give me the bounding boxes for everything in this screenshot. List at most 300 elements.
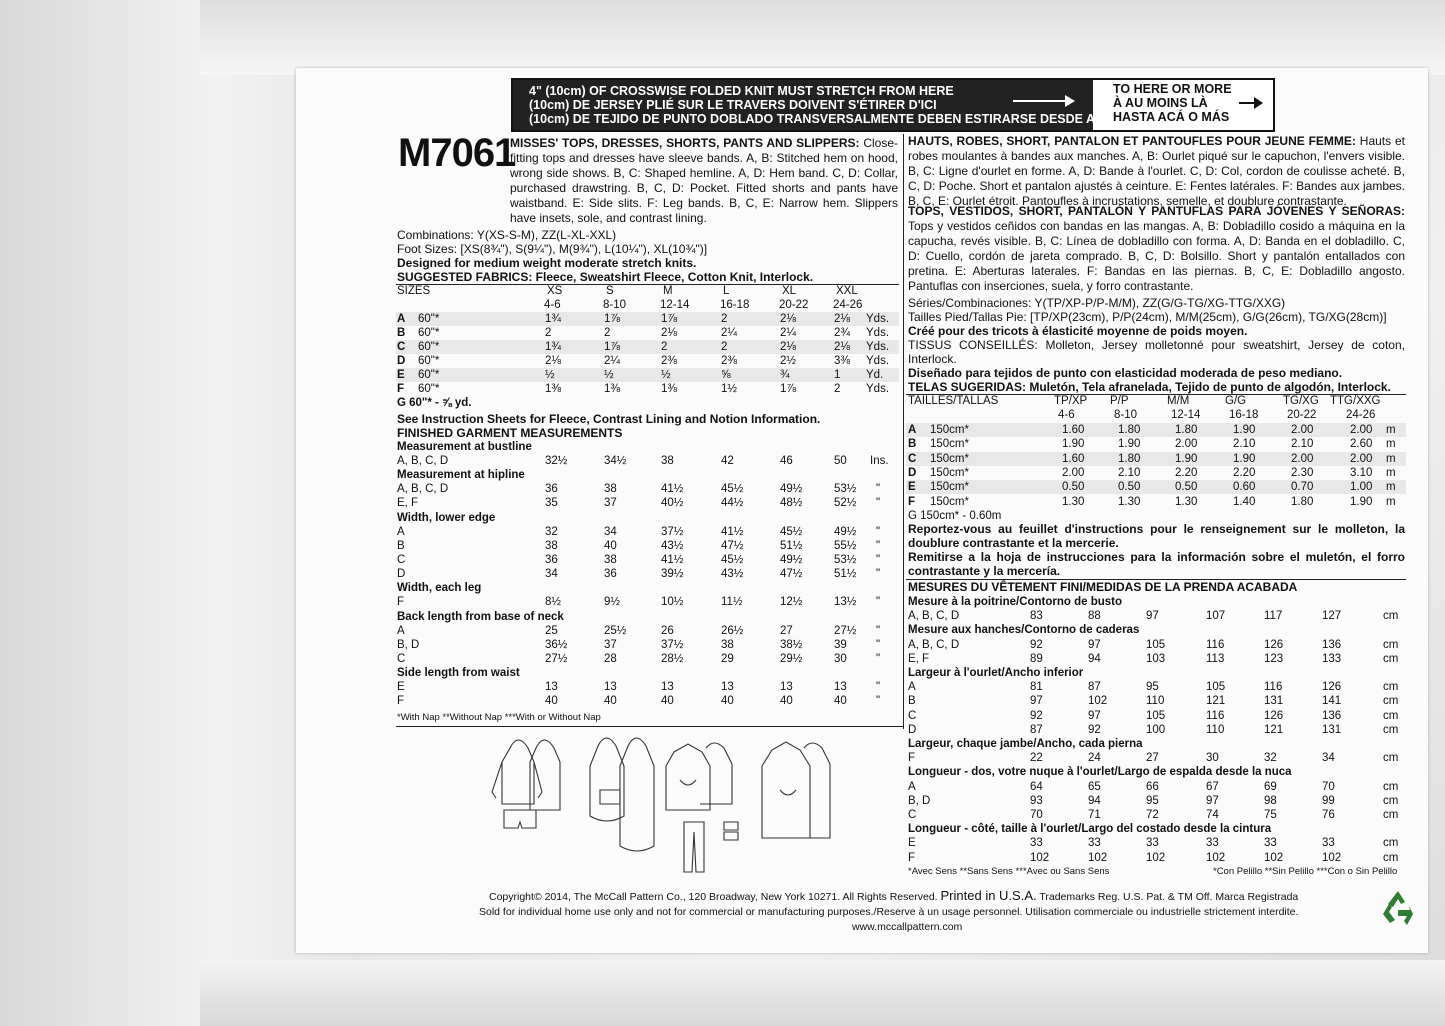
measurement-value: 53½ <box>834 483 857 496</box>
yardage-row <box>396 382 899 396</box>
measurement-value: 72 <box>1146 809 1159 821</box>
metrage-value: 1.30 <box>1118 495 1141 508</box>
unit: Yds. <box>866 383 890 395</box>
yardage-value: 2 <box>721 341 728 353</box>
view-letter: A <box>397 313 406 325</box>
view-letter: A <box>908 424 917 436</box>
size-number: 16-18 <box>720 299 750 311</box>
size-number: 8-10 <box>1114 409 1138 421</box>
measurement-value: 13 <box>780 681 793 694</box>
metrage-value: 1.30 <box>1062 495 1085 508</box>
view-letters: E <box>908 837 916 850</box>
view-letters: C <box>908 809 917 821</box>
fabric-width: 150cm* <box>930 495 969 508</box>
size-number: 20-22 <box>779 299 809 311</box>
measurement-value: 32½ <box>545 455 568 467</box>
measurement-value: 97 <box>1088 709 1101 722</box>
view-letters: E, F <box>908 652 930 665</box>
metrage-value: 1.90 <box>1062 438 1085 451</box>
measurement-value: 76 <box>1322 809 1335 821</box>
yardage-row <box>396 326 899 340</box>
unit: cm <box>1383 709 1399 722</box>
metrage-value: 2.60 <box>1350 438 1373 451</box>
measurement-value: 102 <box>1146 851 1166 864</box>
measurement-value: 40 <box>604 539 617 552</box>
size-number: 16-18 <box>1229 409 1259 421</box>
measurement-value: 102 <box>1264 851 1284 864</box>
view-letter: B <box>908 438 917 451</box>
view-letters: B, D <box>397 638 420 651</box>
suggested-fabrics: SUGGESTED FABRICS: Fleece, Sweatshirt Fleece, Cotton Knit, Interlock. <box>397 270 814 284</box>
unit: " <box>876 497 881 510</box>
measurement-value: 12½ <box>780 596 803 609</box>
measurement-value: 49½ <box>780 483 803 496</box>
measurement-value: 32 <box>1264 752 1277 765</box>
measurement-value: 121 <box>1264 723 1284 736</box>
tailles-label: TAILLES/TALLAS <box>908 395 999 407</box>
view-d-drawing <box>762 742 830 838</box>
yardage-value: 2 <box>545 327 552 339</box>
measurement-value: 110 <box>1146 695 1165 708</box>
unit: cm <box>1383 794 1399 807</box>
size-name: XS <box>547 285 563 297</box>
yardage-value: 1⅜ <box>604 383 620 395</box>
yardage-row <box>396 340 899 354</box>
unit: " <box>876 653 881 665</box>
measurement-value: 40 <box>780 695 793 708</box>
view-g-metrage: G 150cm* - 0.60m <box>908 510 1002 522</box>
measurement-value: 113 <box>1206 652 1225 665</box>
measurement-value: 38 <box>661 455 674 467</box>
measurement-value: 28½ <box>661 653 684 665</box>
measurement-value: 97 <box>1146 610 1159 623</box>
size-name: TP/XP <box>1054 395 1088 407</box>
view-letters: F <box>908 752 916 765</box>
fabric-width: 60"* <box>418 341 440 353</box>
measurement-value: 43½ <box>661 539 684 552</box>
measurement-heading-text: Longueur - dos, votre nuque à l'ourlet/Largo de espalda desde la nuca <box>908 766 1292 779</box>
measurement-heading-text: Side length from waist <box>397 667 520 680</box>
measurement-value: 9½ <box>604 596 620 609</box>
stretch-gauge-text <box>513 80 1114 130</box>
size-name: S <box>606 285 614 297</box>
unit: cm <box>1383 851 1399 864</box>
metrage-value: 1.30 <box>1175 495 1198 508</box>
recycle-icon <box>1378 888 1418 928</box>
yardage-value: 2⅛ <box>834 313 850 325</box>
yardage-value: 2⅜ <box>721 355 737 367</box>
yardage-value: ½ <box>604 369 614 381</box>
yardage-value: 1⅞ <box>780 383 796 395</box>
divider <box>396 284 899 285</box>
copyright <box>489 889 1298 904</box>
metrage-value: 1.90 <box>1350 495 1373 508</box>
measurement-value: 28 <box>604 653 617 665</box>
fabric-width: 150cm* <box>930 466 969 479</box>
measurement-value: 48½ <box>780 497 803 510</box>
garment-line-drawings <box>488 730 888 875</box>
measurement-value: 50 <box>834 455 847 467</box>
measurement-value: 40½ <box>661 497 684 510</box>
measurement-value: 34½ <box>604 455 627 467</box>
measurement-value: 34 <box>1322 752 1335 765</box>
measurement-value: 41½ <box>661 483 684 496</box>
measurement-value: 70 <box>1322 780 1335 793</box>
measurement-value: 29 <box>721 653 734 665</box>
measurement-value: 102 <box>1088 851 1108 864</box>
measurement-value: 13½ <box>834 596 857 609</box>
measurement-value: 105 <box>1146 638 1166 651</box>
unit: " <box>876 695 881 708</box>
unit: cm <box>1383 752 1399 765</box>
measurement-value: 43½ <box>721 568 744 581</box>
metrage-value: 2.00 <box>1291 424 1314 436</box>
measurement-value: 38 <box>604 483 617 496</box>
measurement-value: 36 <box>545 554 558 566</box>
fabric-width: 150cm* <box>930 452 969 465</box>
stretch-line-es: (10cm) DE TEJIDO DE PUNTO DOBLADO TRANSVERSALMENTE DEBEN ESTIRARSE DESDE ACÁ <box>529 112 1114 126</box>
measurement-value: 64 <box>1030 780 1043 793</box>
measurement-heading-text: Longueur - côté, taille à l'ourlet/Largo del costado desde la cintura <box>908 823 1272 836</box>
metrage-value: 1.00 <box>1350 481 1373 494</box>
measurement-value: 127 <box>1322 610 1342 623</box>
measurement-value: 131 <box>1322 723 1342 736</box>
see-instruction-sheets: See Instruction Sheets for Fleece, Contrast Lining and Notion Information. <box>397 412 821 426</box>
size-number: 4-6 <box>544 299 561 311</box>
stretch-to-en: TO HERE OR MORE <box>1113 82 1232 96</box>
metrage-value: 1.90 <box>1233 452 1256 465</box>
metrage-value: 0.50 <box>1118 481 1141 494</box>
view-letter: D <box>397 355 406 367</box>
description-en <box>510 136 898 226</box>
metrage-value: 2.00 <box>1062 466 1085 479</box>
measurement-value: 110 <box>1206 723 1225 736</box>
measurement-value: 46 <box>780 455 793 467</box>
view-letters: B <box>397 539 405 552</box>
measurement-value: 92 <box>1030 709 1043 722</box>
yardage-value: 1⅞ <box>604 313 620 325</box>
view-letter: E <box>908 481 916 494</box>
description-fr <box>908 134 1405 209</box>
size-number: 12-14 <box>1171 409 1201 421</box>
measurement-value: 29½ <box>780 653 803 665</box>
fabric-width: 150cm* <box>930 424 969 436</box>
yardage-value: 1½ <box>721 383 737 395</box>
measurement-heading-text: Back length from base of neck <box>397 610 564 623</box>
measurement-value: 37½ <box>661 525 684 538</box>
yardage-value: 2 <box>721 313 728 325</box>
measurement-value: 133 <box>1322 652 1342 665</box>
metrage-value: 0.50 <box>1175 481 1198 494</box>
yardage-value: ½ <box>661 369 671 381</box>
measurement-value: 38 <box>545 539 558 552</box>
metrage-row <box>906 437 1406 451</box>
view-letter: C <box>397 341 406 353</box>
view-letters: A <box>397 624 405 637</box>
measurement-heading-text: Mesure aux hanches/Contorno de caderas <box>908 624 1140 637</box>
yardage-value: 1⅞ <box>604 341 620 353</box>
unit: m <box>1386 481 1396 494</box>
yardage-value: 2⅛ <box>780 313 796 325</box>
measurement-value: 94 <box>1088 652 1101 665</box>
metrage-value: 2.00 <box>1291 452 1314 465</box>
size-name: M <box>663 285 673 297</box>
size-name: TG/XG <box>1283 395 1319 407</box>
unit: m <box>1386 452 1396 465</box>
measurement-value: 13 <box>545 681 558 694</box>
measurement-value: 88 <box>1088 610 1101 623</box>
finished-measurements-heading: FINISHED GARMENT MEASUREMENTS <box>397 426 623 440</box>
size-name: XL <box>782 285 797 297</box>
view-letters: A <box>908 780 916 793</box>
view-letters: A, B, C, D <box>397 483 449 496</box>
measurement-value: 102 <box>1030 851 1050 864</box>
measurement-value: 107 <box>1206 610 1226 623</box>
measurement-value: 40 <box>834 695 847 708</box>
measurement-value: 69 <box>1264 780 1277 793</box>
fabric-width: 60"* <box>418 383 440 395</box>
metrage-value: 2.00 <box>1350 424 1373 436</box>
yardage-row <box>396 354 899 368</box>
measurement-value: 36 <box>604 568 617 581</box>
fabric-width: 150cm* <box>930 438 969 451</box>
unit: cm <box>1383 723 1399 736</box>
measurement-value: 121 <box>1206 695 1226 708</box>
measurement-value: 51½ <box>834 568 857 581</box>
fabric-width: 60"* <box>418 369 440 381</box>
combinations: Combinations: Y(XS-S-M), ZZ(L-XL-XXL) <box>397 228 617 242</box>
nap-note-fr: *Avec Sens **Sans Sens ***Avec ou Sans Sens <box>908 866 1110 877</box>
view-c-d-drawing <box>666 743 738 872</box>
unit: cm <box>1383 681 1399 694</box>
yardage-value: 2¾ <box>834 327 850 339</box>
yardage-value: 2⅛ <box>545 355 561 367</box>
view-letters: F <box>397 596 405 609</box>
measurement-value: 13 <box>834 681 847 694</box>
measurement-value: 45½ <box>780 525 803 538</box>
measurement-value: 123 <box>1264 652 1284 665</box>
measurement-value: 36½ <box>545 638 568 651</box>
reportez-vous: Reportez-vous au feuillet d'instructions pour le renseignement sur le molleton, la doublure contrastante et la mercerie. <box>908 522 1405 550</box>
measurement-value: 105 <box>1206 681 1226 694</box>
measurement-value: 40 <box>545 695 558 708</box>
unit: " <box>876 554 881 566</box>
unit: cm <box>1383 695 1399 708</box>
measurement-value: 39 <box>834 638 847 651</box>
stretch-to-fr: À AU MOINS LÀ <box>1113 96 1208 110</box>
yardage-value: 3⅜ <box>834 355 850 367</box>
unit: Yds. <box>866 341 890 353</box>
unit: cm <box>1383 780 1399 793</box>
view-letters: F <box>397 695 405 708</box>
size-number: 20-22 <box>1287 409 1317 421</box>
size-number: 8-10 <box>603 299 627 311</box>
measurement-value: 30 <box>1206 752 1219 765</box>
unit: cm <box>1383 652 1399 665</box>
measurement-value: 92 <box>1030 638 1043 651</box>
view-letters: A, B, C, D <box>397 455 449 467</box>
view-letters: A, B, C, D <box>908 638 960 651</box>
measurement-value: 55½ <box>834 539 857 552</box>
view-letters: A <box>908 681 916 694</box>
yardage-value: 2⅛ <box>780 341 796 353</box>
trademarks: Trademarks Reg. U.S. Pat. & TM Off. Marca Registrada <box>1039 891 1299 903</box>
unit: " <box>876 596 881 609</box>
yardage-row <box>396 312 899 326</box>
yardage-value: 1⅜ <box>661 383 677 395</box>
metrage-value: 1.90 <box>1118 438 1141 451</box>
measurement-value: 8½ <box>545 596 561 609</box>
yardage-value: 2½ <box>780 355 796 367</box>
measurement-value: 75 <box>1264 809 1277 821</box>
metrage-value: 1.80 <box>1118 424 1141 436</box>
view-letters: A <box>397 525 405 538</box>
size-number: 24-26 <box>1346 409 1376 421</box>
measurement-heading-text: Largeur à l'ourlet/Ancho inferior <box>908 667 1084 679</box>
measurement-value: 105 <box>1146 709 1166 722</box>
metrage-value: 1.90 <box>1233 424 1256 436</box>
measurement-value: 92 <box>1088 723 1101 736</box>
description-en-title: MISSES' TOPS, DRESSES, SHORTS, PANTS AND SLIPPERS: <box>510 136 860 150</box>
measurement-value: 37 <box>604 638 617 651</box>
measurement-value: 44½ <box>721 497 744 510</box>
measurement-value: 13 <box>604 681 617 694</box>
yardage-value: ¾ <box>780 369 790 381</box>
yardage-value: 2 <box>834 383 841 395</box>
measurement-value: 102 <box>1206 851 1226 864</box>
measurement-heading-text: Largeur, chaque jambe/Ancho, cada pierna <box>908 738 1143 750</box>
unit: " <box>876 681 881 694</box>
metrage-value: 1.80 <box>1291 495 1314 508</box>
metrage-row <box>906 495 1406 509</box>
unit: " <box>876 638 881 651</box>
disenado-para: Diseñado para tejidos de punto con elasticidad moderada de peso mediano. <box>908 366 1343 380</box>
measurement-heading-text: Mesure à la poitrine/Contorno de busto <box>908 596 1123 608</box>
measurement-value: 81 <box>1030 681 1043 694</box>
measurement-value: 126 <box>1322 681 1342 694</box>
measurement-heading-text: Measurement at hipline <box>397 469 525 482</box>
metrage-value: 1.60 <box>1062 424 1085 436</box>
view-letters: C <box>908 709 917 722</box>
size-name: XXL <box>836 285 858 297</box>
unit: cm <box>1383 837 1399 850</box>
yardage-row <box>396 368 899 382</box>
measurement-value: 33 <box>1322 837 1335 850</box>
measurement-value: 47½ <box>780 568 803 581</box>
unit: Yds. <box>866 327 890 339</box>
measurement-value: 87 <box>1030 723 1043 736</box>
stretch-line-fr: (10cm) DE JERSEY PLIÉ SUR LE TRAVERS DOIVENT S'ÉTIRER D'ICI <box>529 98 937 112</box>
measurement-value: 30 <box>834 653 847 665</box>
arrow-right-icon <box>1013 100 1073 102</box>
measurement-value: 99 <box>1322 794 1335 807</box>
measurement-value: 33 <box>1088 837 1101 850</box>
metrage-value: 3.10 <box>1350 466 1373 479</box>
arrow-right-icon <box>1239 102 1261 104</box>
yardage-value: 2⅛ <box>661 327 677 339</box>
measurement-value: 52½ <box>834 497 857 510</box>
unit: Yds. <box>866 355 890 367</box>
measurement-value: 41½ <box>721 525 744 538</box>
metrage-row <box>906 466 1406 480</box>
pattern-number: M7061 <box>398 131 516 175</box>
remitirse: Remitirse a la hoja de instrucciones para la información sobre el muletón, el forro contrastante y la mercería. <box>908 550 1405 578</box>
view-letter: B <box>397 327 406 339</box>
fabric-width: 60"* <box>418 313 440 325</box>
metrage-value: 2.10 <box>1118 466 1141 479</box>
view-letters: E <box>397 681 405 694</box>
metrage-value: 1.80 <box>1118 452 1141 465</box>
size-name: G/G <box>1225 395 1247 407</box>
fabric-width: 60"* <box>418 355 440 367</box>
description-es-body: Tops y vestidos ceñidos con bandas en las mangas. A, B: Dobladillo cosido a máquina en la capucha, revés visible. B, C: Línea de dobladillo con forma. A, D: Banda en el dobladillo. C, D: Cuello, cordón de jareta comprado. B, C, D: Bolsillo. Short y pantalón entallados con pretina. E: Aberturas laterales. F: Bandas en las piernas. B, C, E: Dobladillo angosto. Pantuflas con inserciones, suela, y forro contrastante. <box>908 219 1405 293</box>
measurement-value: 95 <box>1146 794 1159 807</box>
unit: cm <box>1383 638 1399 651</box>
unit: " <box>876 568 881 581</box>
measurement-value: 39½ <box>661 568 684 581</box>
yardage-value: 2 <box>604 327 611 339</box>
view-letter: D <box>908 466 917 479</box>
cree-pour: Créé pour des tricots à élasticité moyenne de poids moyen. <box>908 324 1248 338</box>
sold-for-home-use: Sold for individual home use only and not for commercial or manufacturing purposes./Reserve à un usage personnel. Utilisation commerciale ou industrielle strictement interdite. <box>479 906 1299 918</box>
measurement-value: 22 <box>1030 752 1043 765</box>
unit: " <box>876 525 881 538</box>
size-name: M/M <box>1167 395 1190 407</box>
unit: m <box>1386 495 1396 508</box>
metrage-value: 0.60 <box>1233 481 1256 494</box>
measurement-value: 126 <box>1264 638 1284 651</box>
measurement-value: 27½ <box>545 653 568 665</box>
unit: Yd. <box>866 369 884 381</box>
size-name: TTG/XXG <box>1330 395 1381 407</box>
measurement-value: 45½ <box>721 554 744 566</box>
view-letter: E <box>397 369 405 381</box>
yardage-value: 2¼ <box>604 355 620 367</box>
tissus-conseilles: TISSUS CONSEILLÉS: Molleton, Jersey molletonné pour sweatshirt, Jersey de coton, Interlock. <box>908 338 1405 366</box>
metrage-value: 1.60 <box>1062 452 1085 465</box>
measurement-value: 53½ <box>834 554 857 566</box>
measurement-value: 35 <box>545 497 558 510</box>
unit: cm <box>1383 610 1399 623</box>
unit: " <box>876 483 881 496</box>
view-letter: C <box>908 452 917 465</box>
view-letters: C <box>397 554 406 566</box>
metrage-value: 0.50 <box>1062 481 1085 494</box>
measurement-value: 37½ <box>661 638 684 651</box>
measurement-value: 26½ <box>721 624 744 637</box>
website-url: www.mccallpattern.com <box>852 921 963 933</box>
view-a-b-drawing <box>492 740 560 828</box>
measurement-value: 26 <box>661 624 674 637</box>
designed-for: Designed for medium weight moderate stretch knits. <box>397 256 697 270</box>
measurement-value: 27 <box>780 624 793 637</box>
measurement-value: 116 <box>1206 638 1225 651</box>
metrage-value: 2.00 <box>1350 452 1373 465</box>
measurement-value: 33 <box>1264 837 1277 850</box>
size-number: 12-14 <box>660 299 690 311</box>
measurement-value: 65 <box>1088 780 1101 793</box>
measurement-value: 25 <box>545 624 558 637</box>
measurement-value: 103 <box>1146 652 1166 665</box>
yardage-value: 2⅜ <box>661 355 677 367</box>
measurement-value: 116 <box>1206 709 1225 722</box>
unit: m <box>1386 438 1396 451</box>
foot-sizes: Foot Sizes: [XS(8¾"), S(9¼"), M(9¾"), L(10¼"), XL(10¾")] <box>397 242 708 256</box>
measurement-heading-text: Width, lower edge <box>397 511 496 524</box>
view-letters: A, B, C, D <box>908 610 960 623</box>
divider <box>396 726 903 727</box>
measurement-value: 100 <box>1146 723 1166 736</box>
